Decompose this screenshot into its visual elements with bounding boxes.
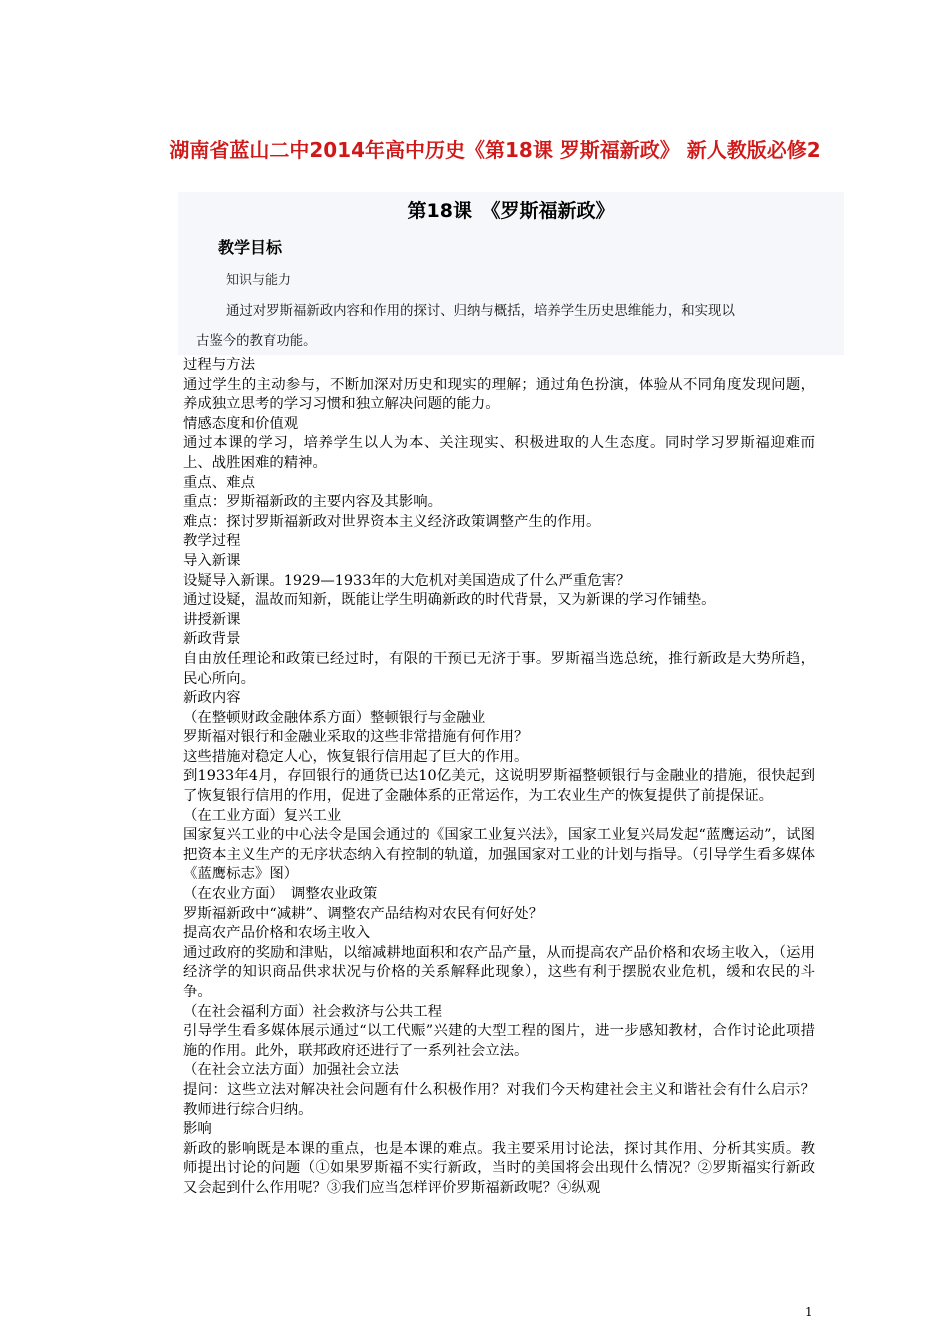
paragraph: 到1933年4月，存回银行的通货已达10亿美元，这说明罗斯福整顿银行与金融业的措施，很快起到了恢复银行信用的作用，促进了金融体系的正常运作，为工农业生产的恢复提供了前提保证。 — [183, 768, 815, 805]
paragraph: 过程与方法 — [183, 357, 255, 373]
paragraph: 这些措施对稳定人心，恢复银行信用起了巨大的作用。 — [183, 748, 529, 765]
page-number: 1 — [805, 1305, 813, 1319]
paragraph: 通过本课的学习，培养学生以人为本、关注现实、积极进取的人生态度。同时学习罗斯福迎难而上、战胜困难的精神。 — [183, 435, 815, 471]
document-title: 湖南省蓝山二中2014年高中历史《第18课 罗斯福新政》 新人教版必修2 — [169, 138, 821, 162]
paragraph: 新政的影响既是本课的重点，也是本课的难点。我主要采用讨论法，探讨其作用、分析其实质。教师提出讨论的问题（①如果罗斯福不实行新政，当时的美国将会出现什么情况？②罗斯福实行新政又会起到什么作用呢？③我们应当怎样评价罗斯福新政呢？④纵观 — [183, 1140, 815, 1196]
paragraph: （在工业方面）复兴工业 — [183, 807, 342, 824]
paragraph: 设疑导入新课。1929—1933年的大危机对美国造成了什么严重危害？ — [183, 572, 631, 589]
paragraph: 难点：探讨罗斯福新政对世界资本主义经济政策调整产生的作用。 — [183, 513, 601, 530]
paragraph: （在社会福利方面）社会救济与公共工程 — [183, 1003, 443, 1020]
paragraph: 讲授新课 — [183, 611, 241, 628]
paragraph: 罗斯福新政中“减耕”、调整农产品结构对农民有何好处？ — [183, 905, 544, 922]
paragraph: 罗斯福对银行和金融业采取的这些非常措施有何作用？ — [183, 729, 529, 746]
lesson-title: 第18课 《罗斯福新政》 — [407, 200, 615, 222]
paragraph: 影响 — [183, 1121, 212, 1138]
paragraph: 自由放任理论和政策已经过时，有限的干预已无济于事。罗斯福当选总统，推行新政是大势所趋，民心所向。 — [183, 650, 815, 687]
objectives-line-2: 古鉴今的教育功能。 — [196, 334, 317, 349]
paragraph: 重点：罗斯福新政的主要内容及其影响。 — [183, 494, 443, 511]
paragraph: 新政背景 — [183, 631, 241, 648]
objectives-subheading: 知识与能力 — [226, 273, 292, 288]
paragraph: 通过学生的主动参与，不断加深对历史和现实的理解；通过角色扮演，体验从不同角度发现问题，养成独立思考的学习习惯和独立解决问题的能力。 — [183, 376, 815, 413]
paragraph: 情感态度和价值观 — [183, 415, 299, 432]
paragraph: 国家复兴工业的中心法令是国会通过的《国家工业复兴法》，国家工业复兴局发起“蓝鹰运动”，试图把资本主义生产的无序状态纳入有控制的轨道，加强国家对工业的计划与指导。（引导学生看多媒体《蓝鹰标志》图） — [183, 827, 815, 883]
paragraph: 通过设疑，温故而知新，既能让学生明确新政的时代背景，又为新课的学习作铺垫。 — [183, 592, 716, 609]
paragraph: 提问：这些立法对解决社会问题有什么积极作用？对我们今天构建社会主义和谐社会有什么启示？教师进行综合归纳。 — [183, 1081, 815, 1118]
paragraph: （在社会立法方面）加强社会立法 — [183, 1062, 399, 1079]
document-body — [183, 356, 815, 1199]
objectives-heading: 教学目标 — [218, 238, 283, 257]
paragraph: （在农业方面） 调整农业政策 — [183, 886, 378, 903]
paragraph: 导入新课 — [183, 552, 241, 569]
paragraph: 通过政府的奖励和津贴，以缩减耕地面积和农产品产量，从而提高农产品价格和农场主收入，（运用经济学的知识商品供求状况与价格的关系解释此现象），这些有利于摆脱农业危机，缓和农民的斗争。 — [183, 944, 815, 1000]
paragraph: 引导学生看多媒体展示通过“以工代赈”兴建的大型工程的图片，进一步感知教材，合作讨论此项措施的作用。此外，联邦政府还进行了一系列社会立法。 — [183, 1023, 815, 1059]
objectives-line-1: 通过对罗斯福新政内容和作用的探讨、归纳与概括，培养学生历史思维能力，和实现以 — [226, 304, 735, 319]
embedded-objectives-image — [178, 192, 844, 355]
paragraph: 新政内容 — [183, 690, 241, 707]
paragraph: 提高农产品价格和农场主收入 — [183, 925, 371, 942]
paragraph: 重点、难点 — [183, 474, 255, 491]
paragraph: 教学过程 — [183, 533, 241, 550]
paragraph: （在整顿财政金融体系方面）整顿银行与金融业 — [183, 709, 486, 726]
